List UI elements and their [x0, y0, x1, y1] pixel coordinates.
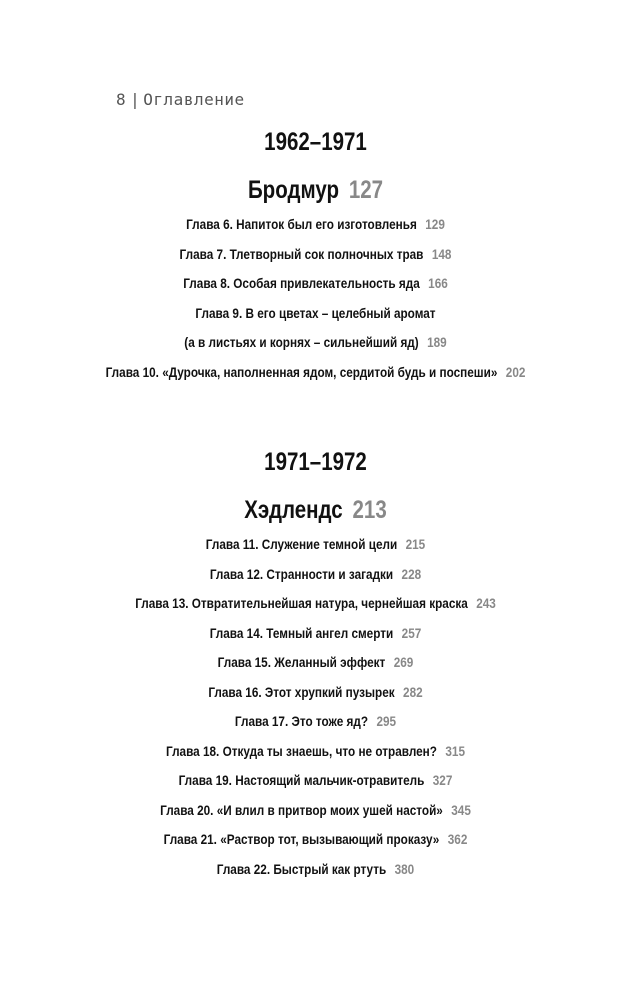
part-heading-2 — [0, 498, 631, 523]
toc-entry[interactable]: Глава 14. Темный ангел смерти 257 — [209, 625, 422, 641]
toc-entry[interactable]: Глава 19. Настоящий мальчик-отравитель 327 — [178, 772, 453, 788]
toc-page-number: 257 — [401, 625, 422, 641]
toc-page-number: 315 — [445, 743, 465, 759]
toc-entry[interactable]: Глава 20. «И влил в притвор моих ушей настой» 345 — [160, 802, 471, 818]
toc-page-number: 215 — [405, 536, 426, 552]
header-separator: | — [130, 90, 141, 109]
toc-entry[interactable]: Глава 18. Откуда ты знаешь, что не отравлен? 315 — [166, 743, 465, 759]
toc-page-number: 295 — [376, 713, 397, 729]
toc-entry[interactable]: Глава 15. Желанный эффект 269 — [217, 654, 414, 670]
toc-page-number: 282 — [403, 684, 423, 700]
toc-entry[interactable]: Глава 17. Это тоже яд? 295 — [234, 713, 397, 729]
toc-entry[interactable]: Глава 11. Служение темной цели 215 — [205, 536, 426, 552]
toc-entry[interactable]: Глава 21. «Раствор тот, вызывающий проказу» 362 — [163, 831, 468, 847]
toc-page-number: 228 — [401, 566, 422, 582]
header-title: Оглавление — [143, 90, 245, 109]
toc-entry[interactable]: Глава 16. Этот хрупкий пузырек 282 — [208, 684, 423, 700]
period-heading: 1971–1972 — [264, 448, 367, 476]
toc-entry[interactable]: Глава 6. Напиток был его изготовленья 129 — [186, 216, 445, 232]
running-header — [116, 90, 245, 109]
toc-page-number: 243 — [476, 595, 496, 611]
toc-page-number: 327 — [432, 772, 453, 788]
section-period-1 — [0, 130, 631, 155]
section-period-2 — [0, 450, 631, 475]
toc-entry[interactable]: Глава 8. Особая привлекательность яда 166 — [183, 275, 448, 291]
toc-entry[interactable]: Глава 9. В его цветах – целебный аромат — [195, 305, 436, 321]
toc-entry[interactable]: Глава 12. Странности и загадки 228 — [209, 566, 422, 582]
part-title: Хэдлендс — [244, 496, 343, 524]
part-title: Бродмур — [247, 176, 340, 204]
toc-page-number: 202 — [505, 364, 526, 380]
toc-page-number: 166 — [428, 275, 448, 291]
period-heading: 1962–1971 — [264, 128, 367, 156]
toc-entry[interactable]: Глава 22. Быстрый как ртуть 380 — [216, 861, 415, 877]
toc-entry[interactable]: Глава 7. Тлетворный сок полночных трав 148 — [179, 246, 452, 262]
toc-page-number: 380 — [394, 861, 415, 877]
toc-page-number: 362 — [447, 831, 468, 847]
toc-page-number: 189 — [427, 334, 447, 350]
toc-entry-continuation[interactable]: (а в листьях и корнях – сильнейший яд) 189 — [184, 334, 447, 350]
page-number: 8 — [116, 90, 127, 109]
toc-entry[interactable]: Глава 10. «Дурочка, наполненная ядом, сердитой будь и поспеши» 202 — [105, 364, 526, 380]
toc-page-number: 345 — [451, 802, 471, 818]
toc-entry[interactable]: Глава 13. Отвратительнейшая натура, чернейшая краска 243 — [135, 595, 496, 611]
toc-page-number: 129 — [425, 216, 445, 232]
part-page-number: 127 — [348, 176, 384, 204]
toc-page-number: 148 — [431, 246, 452, 262]
part-heading-1 — [0, 178, 631, 203]
part-page-number: 213 — [352, 496, 387, 524]
toc-page-number: 269 — [393, 654, 414, 670]
